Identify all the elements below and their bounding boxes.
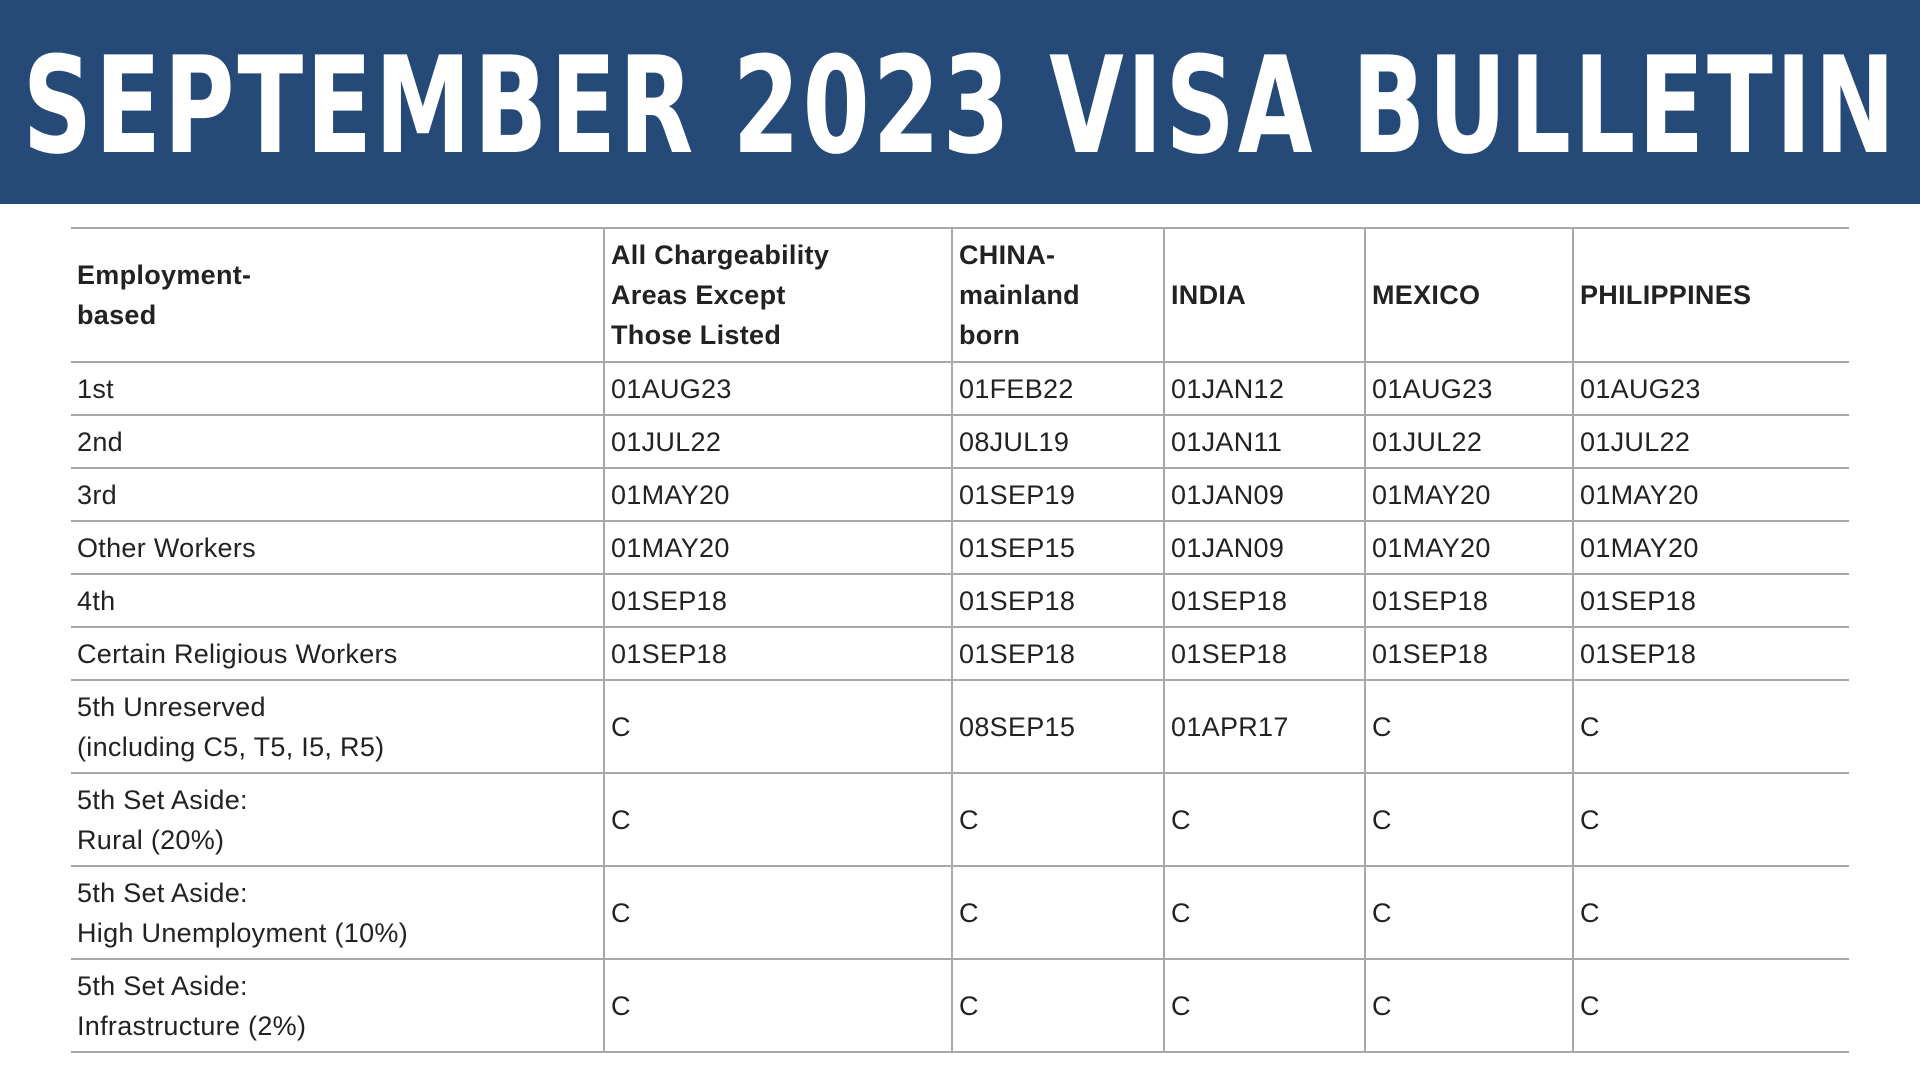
category-label: Infrastructure (2%) [77, 1010, 307, 1041]
date-cell: 01JAN11 [1164, 415, 1365, 468]
date-cell: 01SEP19 [952, 468, 1164, 521]
date-cell: 01MAY20 [1573, 468, 1849, 521]
date-cell: 01FEB22 [952, 362, 1164, 415]
column-header-line: Areas Except [611, 280, 786, 310]
header-china [952, 228, 1164, 362]
category-label: Certain Religious Workers [77, 638, 398, 669]
date-cell: 08SEP15 [952, 680, 1164, 773]
date-cell: C [604, 773, 952, 866]
date-cell: 01SEP18 [1365, 627, 1573, 680]
category-cell [71, 680, 604, 773]
date-cell: 01SEP18 [604, 574, 952, 627]
column-header-line: INDIA [1171, 280, 1246, 310]
category-label: 5th Set Aside: [77, 784, 248, 815]
date-cell: C [1164, 959, 1365, 1052]
table-row [71, 773, 1849, 866]
date-cell: C [952, 866, 1164, 959]
table-row [71, 468, 1849, 521]
column-header-line: based [77, 300, 157, 330]
header-mexico [1365, 228, 1573, 362]
date-cell: 01AUG23 [1365, 362, 1573, 415]
table-row [71, 362, 1849, 415]
date-cell: C [952, 959, 1164, 1052]
category-label: 4th [77, 585, 116, 616]
date-cell: 08JUL19 [952, 415, 1164, 468]
date-cell: 01MAY20 [604, 521, 952, 574]
date-cell: 01APR17 [1164, 680, 1365, 773]
header-india [1164, 228, 1365, 362]
date-cell: 01AUG23 [604, 362, 952, 415]
date-cell: 01SEP18 [1164, 574, 1365, 627]
category-label: Other Workers [77, 532, 256, 563]
date-cell: C [1573, 680, 1849, 773]
date-cell: 01JUL22 [604, 415, 952, 468]
title-banner [0, 0, 1920, 204]
date-cell: C [952, 773, 1164, 866]
column-header-line: MEXICO [1372, 280, 1481, 310]
category-cell [71, 521, 604, 574]
date-cell: C [1365, 773, 1573, 866]
date-cell: 01MAY20 [1365, 468, 1573, 521]
column-header-line: Employment- [77, 260, 252, 290]
category-label: (including C5, T5, I5, R5) [77, 731, 385, 762]
category-cell [71, 468, 604, 521]
column-header-line: PHILIPPINES [1580, 280, 1752, 310]
category-label: 5th Unreserved [77, 691, 266, 722]
date-cell: 01SEP15 [952, 521, 1164, 574]
date-cell: 01SEP18 [952, 627, 1164, 680]
category-label: 1st [77, 373, 114, 404]
category-cell [71, 574, 604, 627]
column-header-line: Those Listed [611, 320, 782, 350]
date-cell: C [1573, 866, 1849, 959]
table-row [71, 866, 1849, 959]
category-cell [71, 959, 604, 1052]
table-container [71, 227, 1849, 1053]
category-label: Rural (20%) [77, 824, 225, 855]
column-header-line: born [959, 320, 1021, 350]
date-cell: 01MAY20 [604, 468, 952, 521]
date-cell: 01SEP18 [1573, 627, 1849, 680]
category-cell [71, 866, 604, 959]
table-row [71, 680, 1849, 773]
table-body [71, 362, 1849, 1052]
date-cell: 01SEP18 [604, 627, 952, 680]
column-header-line: All Chargeability [611, 240, 830, 270]
date-cell: 01JAN09 [1164, 521, 1365, 574]
table-row [71, 574, 1849, 627]
date-cell: 01JUL22 [1365, 415, 1573, 468]
table-row [71, 627, 1849, 680]
category-cell [71, 627, 604, 680]
table-row [71, 415, 1849, 468]
category-label: High Unemployment (10%) [77, 917, 409, 948]
date-cell: 01SEP18 [1573, 574, 1849, 627]
date-cell: 01SEP18 [1365, 574, 1573, 627]
date-cell: 01JAN12 [1164, 362, 1365, 415]
date-cell: 01JAN09 [1164, 468, 1365, 521]
category-label: 3rd [77, 479, 117, 510]
header-all-chargeability [604, 228, 952, 362]
date-cell: 01AUG23 [1573, 362, 1849, 415]
table-row [71, 521, 1849, 574]
date-cell: C [604, 866, 952, 959]
table-row [71, 959, 1849, 1052]
category-label: 2nd [77, 426, 123, 457]
date-cell: C [1573, 773, 1849, 866]
date-cell: C [604, 959, 952, 1052]
header-employment-based [71, 228, 604, 362]
category-label: 5th Set Aside: [77, 877, 248, 908]
date-cell: C [1164, 773, 1365, 866]
date-cell: C [1365, 866, 1573, 959]
column-header-line: CHINA- [959, 240, 1056, 270]
date-cell: 01SEP18 [952, 574, 1164, 627]
category-label: 5th Set Aside: [77, 970, 248, 1001]
page-title: SEPTEMBER 2023 VISA BULLETIN [22, 28, 1898, 184]
category-cell [71, 773, 604, 866]
date-cell: 01SEP18 [1164, 627, 1365, 680]
date-cell: C [1164, 866, 1365, 959]
date-cell: 01MAY20 [1573, 521, 1849, 574]
category-cell [71, 362, 604, 415]
date-cell: C [1573, 959, 1849, 1052]
date-cell: 01MAY20 [1365, 521, 1573, 574]
column-header-line: mainland [959, 280, 1080, 310]
category-cell [71, 415, 604, 468]
date-cell: C [1365, 680, 1573, 773]
header-philippines [1573, 228, 1849, 362]
date-cell: 01JUL22 [1573, 415, 1849, 468]
visa-bulletin-table [71, 227, 1849, 1053]
table-header-row [71, 228, 1849, 362]
date-cell: C [1365, 959, 1573, 1052]
date-cell: C [604, 680, 952, 773]
